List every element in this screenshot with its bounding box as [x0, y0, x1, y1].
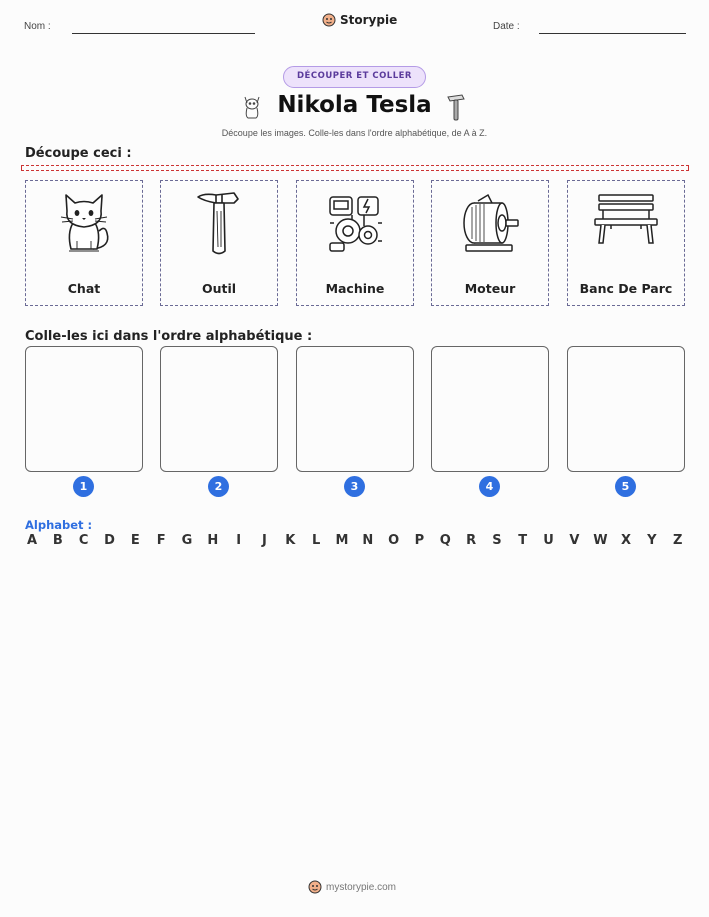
- slot-number-badge: 5: [615, 476, 636, 497]
- alphabet-letter: M: [335, 533, 349, 548]
- paste-slot-4[interactable]: [431, 346, 549, 472]
- hammer-icon: [194, 189, 244, 257]
- paste-slot-2[interactable]: [160, 346, 278, 472]
- alphabet-letter: F: [156, 533, 166, 548]
- alphabet-letter: Q: [439, 533, 451, 548]
- cut-card-motor[interactable]: [431, 180, 549, 306]
- motor-icon: [458, 189, 522, 257]
- slot-number-badge: 4: [479, 476, 500, 497]
- alphabet-letter: P: [414, 533, 425, 548]
- alphabet-letter: S: [492, 533, 502, 548]
- alphabet-letter: N: [362, 533, 374, 548]
- cut-heading: Découpe ceci :: [25, 146, 132, 161]
- alphabet-letter: Z: [672, 533, 683, 548]
- paste-slot-1[interactable]: [25, 346, 143, 472]
- alphabet-letter: A: [26, 533, 38, 548]
- instructions: Découpe les images. Colle-les dans l'ordre alphabétique, de A à Z.: [221, 128, 488, 138]
- alphabet-letter: W: [593, 533, 608, 548]
- date-line: [539, 33, 686, 34]
- storypie-logo-icon: [322, 13, 336, 27]
- card-label: Banc De Parc: [579, 281, 673, 296]
- page-title: Nikola Tesla: [277, 92, 432, 118]
- alphabet-letter: G: [181, 533, 193, 548]
- brand-name: Storypie: [340, 13, 398, 27]
- paste-heading: Colle-les ici dans l'ordre alphabétique :: [25, 329, 313, 344]
- footer-url[interactable]: mystorypie.com: [326, 881, 397, 893]
- alphabet-letter: L: [311, 533, 321, 548]
- alphabet-letter: E: [130, 533, 140, 548]
- alphabet-letter: B: [52, 533, 63, 548]
- alphabet-letter: V: [569, 533, 580, 548]
- cat-icon: [53, 189, 115, 257]
- alphabet-letter: C: [78, 533, 89, 548]
- cut-card-machine[interactable]: [296, 180, 414, 306]
- storypie-logo-icon: [308, 880, 322, 894]
- alphabet-letter: O: [388, 533, 400, 548]
- alphabet-letter: U: [543, 533, 554, 548]
- card-label: Machine: [325, 281, 385, 296]
- alphabet-letter: H: [207, 533, 219, 548]
- machine-icon: [324, 189, 386, 257]
- alphabet-letter: I: [236, 533, 242, 548]
- alphabet-letter: Y: [647, 533, 657, 548]
- alphabet-letter: R: [466, 533, 477, 548]
- date-label: Date :: [493, 21, 520, 32]
- paste-slot-3[interactable]: [296, 346, 414, 472]
- slot-number-badge: 3: [344, 476, 365, 497]
- slot-number-badge: 1: [73, 476, 94, 497]
- slot-number-badge: 2: [208, 476, 229, 497]
- cut-card-tool[interactable]: [160, 180, 278, 306]
- alphabet-letter: K: [285, 533, 296, 548]
- alphabet-letter: X: [621, 533, 632, 548]
- card-label: Chat: [67, 281, 101, 296]
- alphabet-row: [25, 533, 685, 548]
- alphabet-letter: J: [262, 533, 267, 548]
- brand-logo: [322, 13, 397, 27]
- card-label: Outil: [201, 281, 237, 296]
- cut-card-cat[interactable]: [25, 180, 143, 306]
- alphabet-heading: Alphabet :: [25, 518, 93, 532]
- bench-icon: [591, 189, 661, 249]
- alphabet-letter: T: [518, 533, 528, 548]
- activity-badge: DÉCOUPER ET COLLER: [283, 66, 426, 88]
- name-label: Nom :: [24, 21, 51, 32]
- footer: [308, 880, 396, 894]
- paste-slot-5[interactable]: [567, 346, 685, 472]
- alphabet-letter: D: [104, 533, 115, 548]
- hammer-decoration-icon: [446, 92, 466, 122]
- card-label: Moteur: [464, 281, 516, 296]
- name-line: [72, 33, 255, 34]
- cut-card-bench[interactable]: [567, 180, 685, 306]
- cut-line: [21, 165, 689, 171]
